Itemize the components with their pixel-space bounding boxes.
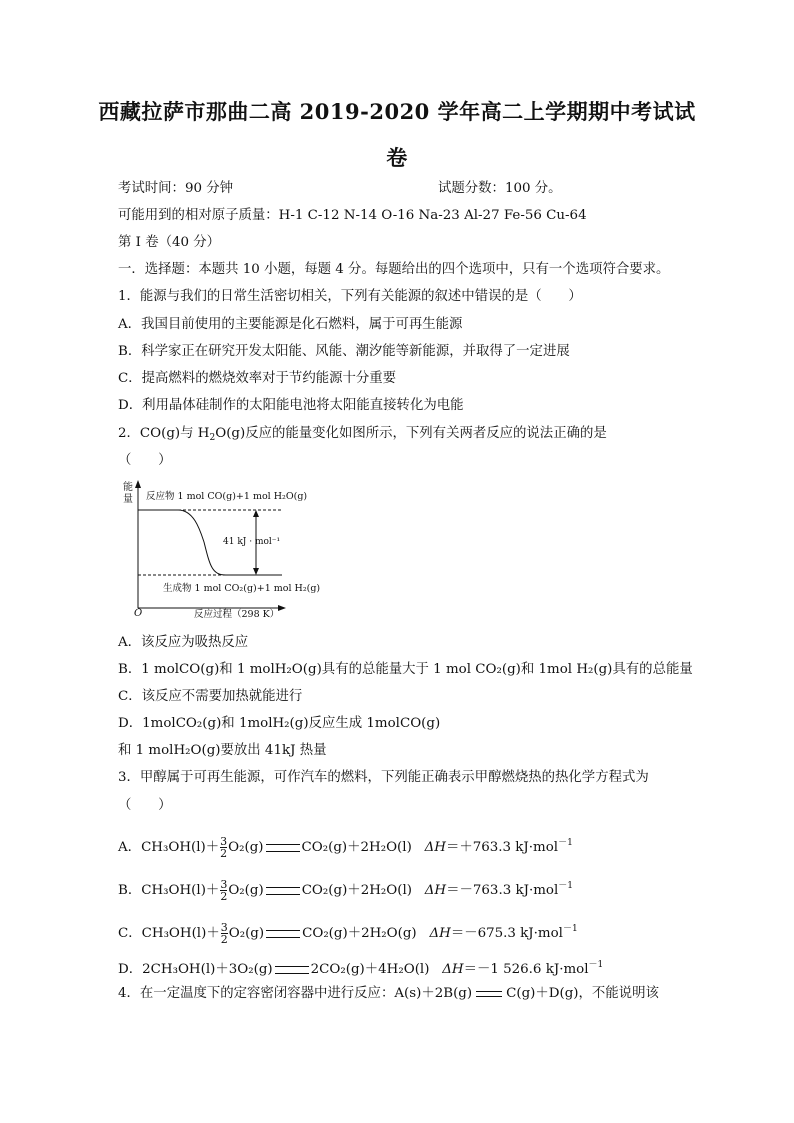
q1-option-d: D．利用晶体硅制作的太阳能电池将太阳能直接转化为电能 (118, 398, 464, 413)
q3-answer-paren: （ ） (118, 798, 172, 813)
x-axis-label: 反应过程（298 K） (194, 609, 280, 618)
q1-option-c: C．提高燃料的燃烧效率对于节约能源十分重要 (118, 371, 397, 386)
q1-stem: 1．能源与我们的日常生活密切相关，下列有关能源的叙述中错误的是（ ） (118, 289, 582, 304)
delta-arrow-down (253, 568, 259, 575)
volume-heading: 第 I 卷（40 分） (118, 235, 221, 250)
q1-option-b: B．科学家正在研究开发太阳能、风能、潮汐能等新能源，并取得了一定进展 (118, 344, 570, 359)
exam-score: 试题分数：100 分。 (438, 181, 562, 196)
q4-stem: 4．在一定温度下的定容密闭容器中进行反应：A(s)＋2B(g) C(g)＋D(g)，不能说明该 (118, 986, 659, 1001)
q2-option-b: B．1 molCO(g)和 1 molH₂O(g)具有的总能量大于 1 mol CO₂(g)和 1mol H₂(g)具有的总能量 (118, 662, 693, 677)
energy-diagram (120, 478, 340, 618)
exam-title-line2: 卷 (386, 145, 408, 170)
q3-option-a: A．CH₃OH(l)＋ $\frac{3}{2}$ O₂(g) CO₂(g)＋2H₂O(l) ΔH＝＋763.3 kJ·mol$^{-1}$ (118, 835, 573, 860)
q3-option-c: C．CH₃OH(l)＋ $\frac{3}{2}$ O₂(g) CO₂(g)＋2H₂O(g) ΔH＝－675.3 kJ·mol$^{-1}$ (118, 921, 578, 946)
q3-option-b: B．CH₃OH(l)＋ $\frac{3}{2}$ O₂(g) CO₂(g)＋2H₂O(l) ΔH＝－763.3 kJ·mol$^{-1}$ (118, 878, 573, 903)
products-label: 生成物 1 mol CO₂(g)+1 mol H₂(g) (163, 583, 321, 594)
q2-option-c: C．该反应不需要加热就能进行 (118, 689, 303, 704)
q2-option-d: D．1molCO₂(g)和 1molH₂(g)反应生成 1molCO(g) (118, 716, 441, 731)
delta-label: 41 kJ · mol⁻¹ (223, 537, 281, 547)
y-axis-arrow (135, 480, 141, 488)
y-axis-label-2: 量 (123, 494, 133, 505)
q1-option-a: A．我国目前使用的主要能源是化石燃料，属于可再生能源 (118, 317, 463, 332)
atomic-masses: 可能用到的相对原子质量：H-1 C-12 N-14 O-16 Na-23 Al-27 Fe-56 Cu-64 (118, 208, 587, 223)
y-axis-label-1: 能 (123, 482, 133, 493)
section-instruction: 一．选择题：本题共 10 小题，每题 4 分。每题给出的四个选项中，只有一个选项符合要求。 (118, 262, 670, 277)
q3-stem: 3．甲醇属于可再生能源，可作汽车的燃料，下列能正确表示甲醇燃烧热的热化学方程式为 (118, 770, 649, 785)
reactants-label: 反应物 1 mol CO(g)+1 mol H₂O(g) (146, 491, 308, 502)
delta-arrow-up (253, 510, 259, 517)
exam-time: 考试时间：90 分钟 (118, 181, 234, 196)
q2-option-d-cont: 和 1 molH₂O(g)要放出 41kJ 热量 (118, 743, 327, 758)
q2-stem: 2．CO(g)与 $H_2O(g)$反应的能量变化如图所示，下列有关两者反应的说法正确的是 (118, 426, 607, 443)
exam-title-line1: 西藏拉萨市那曲二高 2019-2020 学年高二上学期期中考试试 (98, 99, 696, 124)
q2-answer-paren: （ ） (118, 453, 172, 468)
q2-option-a: A．该反应为吸热反应 (118, 635, 249, 650)
origin-label: O (134, 608, 143, 618)
equilibrium-arrow-icon (476, 989, 502, 999)
q3-option-d: D．2CH₃OH(l)＋3O₂(g) 2CO₂(g)＋4H₂O(l) ΔH＝－1 526.6 kJ·mol$^{-1}$ (118, 960, 604, 977)
